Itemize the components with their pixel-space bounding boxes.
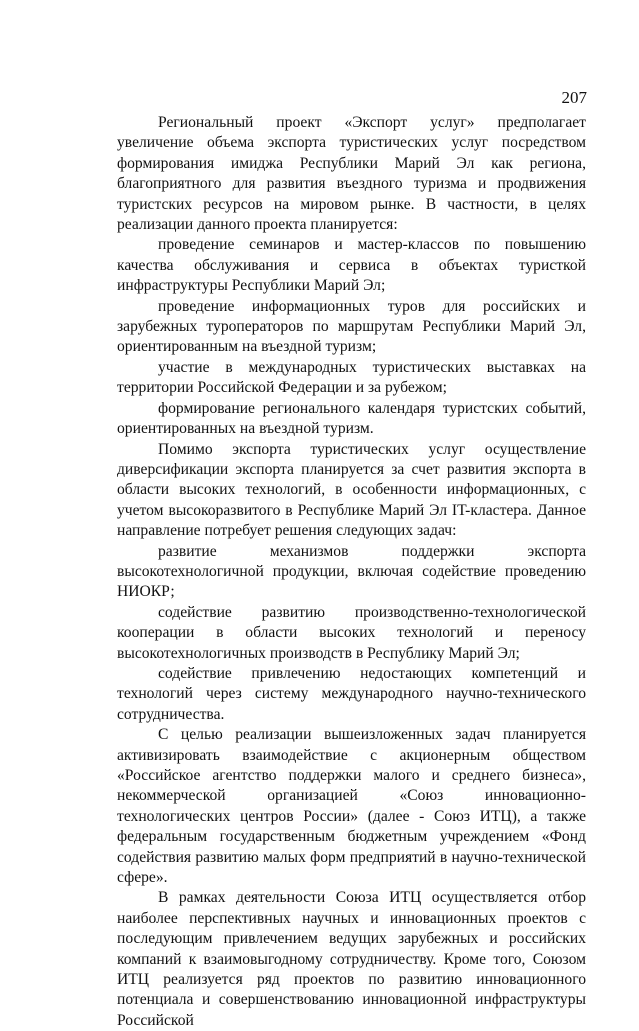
page-number: 207 xyxy=(561,88,587,107)
paragraph-info-tours: проведение информационных туров для российских и зарубежных туроператоров по маршрутам Республики Марий Эл, ориентированным на въездной туризм; xyxy=(117,297,586,356)
paragraph-diversification: Помимо экспорта туристических услуг осуществление диверсификации экспорта планируется за счет развития экспорта в области высоких технологий, в особенности информационных, с учетом высокоразвитого в Республике Марий Эл IT-кластера. Данное направление потребует решения следующих задач: xyxy=(117,440,586,540)
paragraph-export-project: Региональный проект «Экспорт услуг» предполагает увеличение объема экспорта туристических услуг посредством формирования имиджа Республики Марий Эл как региона, благоприятного для развития въездного туризма и продвижения туристских ресурсов на мировом рынке. В частности, в целях реализации данного проекта планируется: xyxy=(117,114,586,234)
paragraph-events-calendar: формирование регионального календаря туристских событий, ориентированных на въездной туризм. xyxy=(117,399,586,438)
paragraph-interaction: С целью реализации вышеизложенных задач планируется активизировать взаимодействие с акционерным обществом «Российское агентство поддержки малого и среднего бизнеса», некоммерческой организацией «Союз инновационно-технологических центров России» (далее - Союз ИТЦ), а также федеральным государственным бюджетным учреждением «Фонд содействия развитию малых форм предприятий в научно-технической сфере». xyxy=(117,726,586,887)
paragraph-competencies: содействие привлечению недостающих компетенций и технологий через систему международного научно-технического сотрудничества. xyxy=(117,664,586,723)
paragraph-itc-union: В рамках деятельности Союза ИТЦ осуществляется отбор наиболее перспективных научных и инновационных проектов с последующим привлечением ведущих зарубежных и российских компаний к взаимовыгодному сотрудничеству. Кроме того, Союзом ИТЦ реализуется ряд проектов по развитию инновационного потенциала и совершенствованию инновационной инфраструктуры Российской xyxy=(117,889,586,1029)
document-body xyxy=(117,113,586,1031)
paragraph-exhibitions: участие в международных туристических выставках на территории Российской Федерации и за рубежом; xyxy=(117,358,586,397)
paragraph-support-mechanisms: развитие механизмов поддержки экспорта высокотехнологичной продукции, включая содействие проведению НИОКР; xyxy=(117,542,586,601)
paragraph-cooperation: содействие развитию производственно-технологической кооперации в области высоких технологий и переносу высокотехнологичных производств в Республику Марий Эл; xyxy=(117,603,586,662)
paragraph-seminars: проведение семинаров и мастер-классов по повышению качества обслуживания и сервиса в объектах туристкой инфраструктуры Республики Марий Эл; xyxy=(117,236,586,295)
